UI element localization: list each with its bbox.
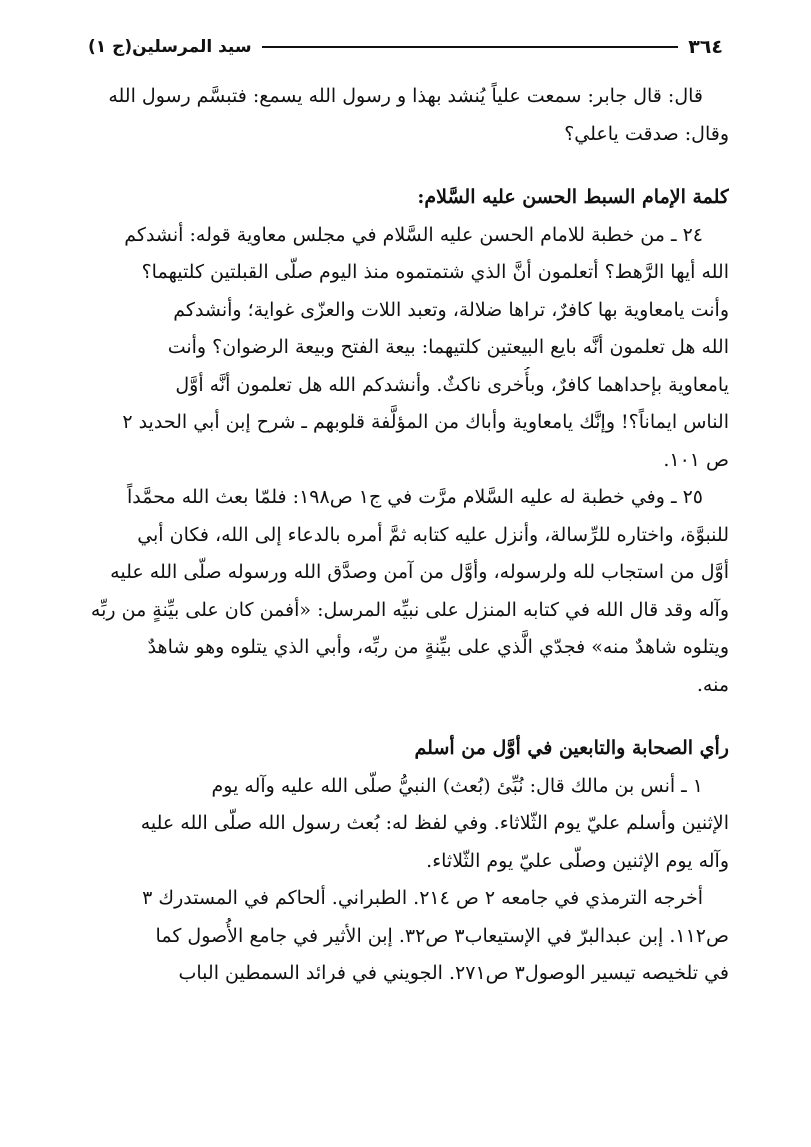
text-line: في تلخيصه تيسير الوصول٣ ص٢٧١. الجويني في فرائد السمطين الباب <box>178 962 729 984</box>
quote-paragraph <box>88 78 729 153</box>
text-line: أوَّل من استجاب لله ولرسوله، وأوَّل من آمن وصدَّق الله ورسوله صلّى الله عليه <box>110 561 729 583</box>
text-line: قال: قال جابر: سمعت علياً يُنشد بهذا و رسول الله يسمع: فتبسَّم رسول الله <box>108 85 703 107</box>
book-title: سيد المرسلين(ج ١) <box>88 37 252 57</box>
paragraph-1 <box>88 768 729 881</box>
paragraph-24 <box>88 217 729 480</box>
page-number: ٣٦٤ <box>688 36 723 58</box>
text-line: ٢٤ ـ من خطبة للامام الحسن عليه السَّلام في مجلس معاوية قوله: أنشدكم <box>124 223 703 246</box>
text-line: وقال: صدقت ياعلي؟ <box>564 122 729 145</box>
text-line: الإثنين وأسلم عليّ يوم الثّلاثاء. وفي لفظ له: بُعث رسول الله صلّى الله عليه <box>140 812 729 834</box>
text-line: الناس ايماناً؟! وإنَّك يامعاوية وأباك من المؤلَّفة قلوبهم ـ شرح إبن أبي الحديد ٢ <box>122 411 729 433</box>
text-line: وآله يوم الإثنين وصلّى عليّ يوم الثّلاثاء. <box>426 849 729 872</box>
text-line: الله أيها الرَّهط؟ أتعلمون أنَّ الذي شتمتموه منذ اليوم صلّى القبلتين كلتيهما؟ <box>141 261 729 283</box>
section-heading: رأي الصحابة والتابعين في أوَّل من أسلم <box>414 737 729 759</box>
text-line: ١ ـ أنس بن مالك قال: نُبِّئ (بُعث) النبيُّ صلّى الله عليه وآله يوم <box>211 774 703 797</box>
text-line: ص ١٠١. <box>663 448 729 471</box>
text-line: الله هل تعلمون أنَّه بايع البيعتين كلتيهما: بيعة الفتح وبيعة الرضوان؟ وأنت <box>167 336 729 358</box>
page-body <box>88 78 729 993</box>
text-line: ص١١٢. إبن عبدالبرّ في الإستيعاب٣ ص٣٢. إبن الأثير في جامع الأُصول كما <box>155 924 729 947</box>
running-header <box>88 32 723 62</box>
text-line: منه. <box>696 673 729 696</box>
text-line: وآله وقد قال الله في كتابه المنزل على نبيِّه المرسل: «أفمن كان على بيِّنةٍ من ربِّه <box>90 598 729 621</box>
paragraph-gap <box>88 704 729 730</box>
paragraph-25 <box>88 479 729 704</box>
text-line: ٢٥ ـ وفي خطبة له عليه السَّلام مرَّت في ج١ ص١٩٨: فلمّا بعث الله محمَّداً <box>127 486 703 508</box>
paragraph-gap <box>88 153 729 179</box>
text-line: للنبوَّة، واختاره للرِّسالة، وأنزل عليه كتابه ثمَّ أمره بالدعاء إلى الله، فكان أبي <box>137 523 729 546</box>
text-line: وأنت يامعاوية بها كافرٌ، تراها ضلالة، وتعبد اللات والعزّى غواية؛ وأنشدكم <box>173 298 729 321</box>
sources-paragraph <box>88 880 729 993</box>
section-heading: كلمة الإمام السبط الحسن عليه السَّلام: <box>417 186 729 208</box>
text-line: أخرجه الترمذي في جامعه ٢ ص ٢١٤. الطبراني. ألحاكم في المستدرك ٣ <box>142 887 703 909</box>
header-rule <box>262 46 679 48</box>
text-line: يامعاوية بإحداهما كافرٌ، وبأُخرى ناكثٌ. وأنشدكم الله هل تعلمون أنَّه أوَّل <box>175 373 729 396</box>
text-line: ويتلوه شاهدٌ منه» فجدّي الَّذي على بيِّنةٍ من ربِّه، وأبي الذي يتلوه وهو شاهدٌ <box>147 636 729 658</box>
